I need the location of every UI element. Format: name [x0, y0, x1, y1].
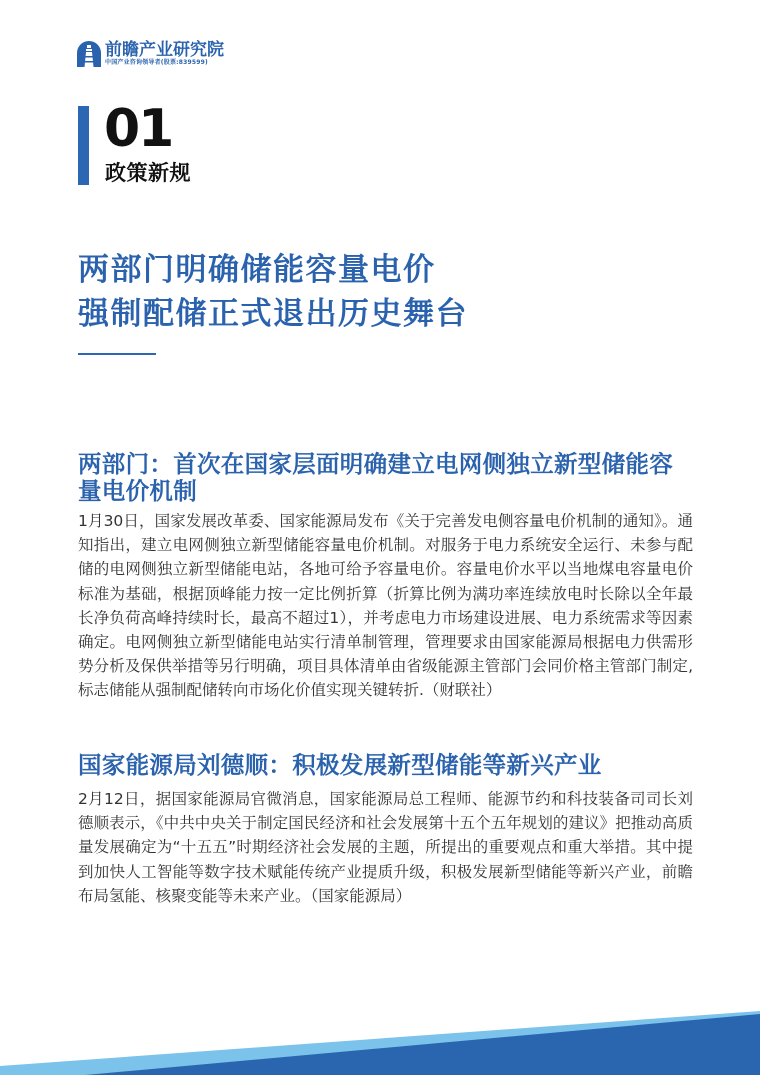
page-title-line-2: 强制配储正式退出历史舞台	[78, 296, 468, 332]
logo-tagline: 中国产业咨询领导者(股票:839599)	[105, 59, 208, 66]
article-heading: 国家能源局刘德顺：积极发展新型储能等新兴产业	[78, 751, 602, 779]
brand-logo	[76, 40, 224, 68]
section-label: 政策新规	[105, 161, 191, 185]
logo-name: 前瞻产业研究院	[105, 40, 224, 60]
article-heading: 两部门：首次在国家层面明确建立电网侧独立新型储能容量电价机制	[78, 450, 673, 505]
title-divider	[78, 353, 156, 355]
section-number: 01	[104, 99, 173, 159]
article-body: 2月12日，据国家能源局官微消息，国家能源局总工程师、能源节约和科技装备司司长刘德顺表示，《中共中央关于制定国民经济和社会发展第十五个五年规划的建议》把推动高质量发展确定为“十五五”时期经济社会发展的主题，所提出的重要观点和重大举措。其中提到加快人工智能等数字技术赋能传统产业提质升级，积极发展新型储能等新兴产业，前瞻布局氢能、核聚变能等未来产业。（国家能源局）	[78, 790, 693, 905]
page-title-line-1: 两部门明确储能容量电价	[78, 252, 436, 288]
section-accent-bar	[78, 106, 89, 185]
lighthouse-icon	[76, 40, 102, 68]
page-title	[78, 248, 468, 336]
news-article	[78, 451, 693, 703]
news-article	[78, 752, 693, 908]
article-body: 1月30日，国家发展改革委、国家能源局发布《关于完善发电侧容量电价机制的通知》。通知指出，建立电网侧独立新型储能容量电价机制。对服务于电力系统安全运行、未参与配储的电网侧独立新型储能电站，各地可给予容量电价。容量电价水平以当地煤电容量电价标准为基础，根据顶峰能力按一定比例折算（折算比例为满功率连续放电时长除以全年最长净负荷高峰持续时长，最高不超过1），并考虑电力市场建设进展、电力系统需求等因素确定。电网侧独立新型储能电站实行清单制管理，管理要求由国家能源局根据电力供需形势分析及保供举措等另行明确，项目具体清单由省级能源主管部门会同价格主管部门制定,标志储能从强制配储转向市场化价值实现关键转折.（财联社）	[78, 512, 693, 700]
footer-decoration	[0, 1000, 760, 1075]
